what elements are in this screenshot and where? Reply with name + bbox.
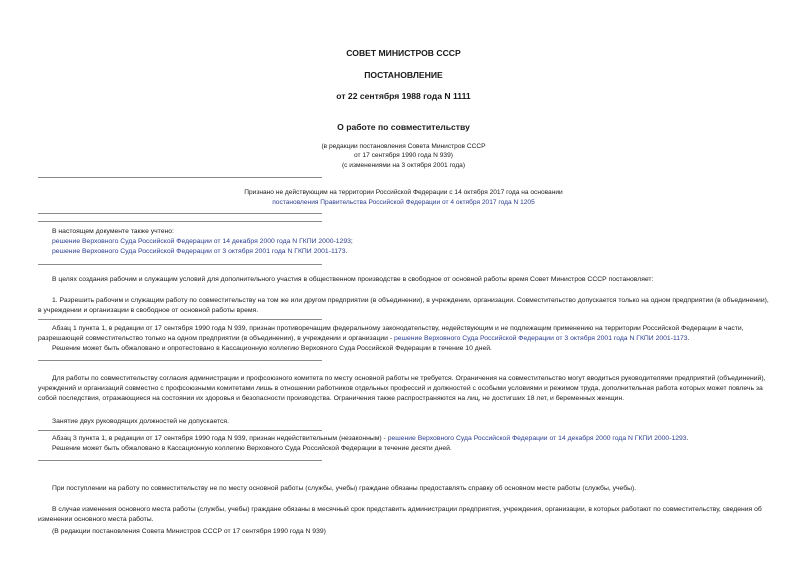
paragraph-5-edition: (В редакции постановления Совета Министров СССР от 17 сентября 1990 года N 939)	[52, 528, 326, 535]
status-link[interactable]: постановления Правительства Российской Федерации от 4 октября 2017 года N 1205	[272, 199, 535, 206]
note-1-link[interactable]: решение Верховного Суда Российской Федерации от 3 октября 2001 года N ГКПИ 2001-1173	[394, 335, 688, 343]
considered-link-2[interactable]: решение Верховного Суда Российской Федерации от 3 октября 2001 года N ГКПИ 2001-1173	[52, 248, 346, 256]
paragraph-4: При поступлении на работу по совместительству не по месту основной работы (службы, учебы) граждане обязаны предоставлять справку об основном месте работы (службы, учебы).	[52, 485, 637, 492]
divider	[38, 319, 322, 320]
note-1: Абзац 1 пункта 1, в редакции от 17 сентября 1990 года N 939, признан противоречащим федеральному законодательству, недействующим и не подлежащим применению на территории Российской Федерации в части, разрешающей совместительство только на одном предприятии (в объединении), в учреждении и организации - решение Верховного Суда Российской Федерации от 3 октября 2001 года N ГКПИ 2001-1173. Решение может быть обжаловано и опротестовано в Кассационную коллегию Верховного Суда Российской Федерации в течение 10 дней.	[38, 324, 773, 355]
edition-line-1: (в редакции постановления Совета Министров СССР	[321, 143, 486, 150]
note-2-appeal: Решение может быть обжаловано в Кассационную коллегию Верховного Суда Российской Федерации в течение десяти дней.	[52, 445, 452, 453]
note-2-link[interactable]: решение Верховного Суда Российской Федерации от 14 декабря 2000 года N ГКПИ 2000-1293	[387, 435, 687, 442]
edition-line-2: от 17 сентября 1990 года N 939)	[354, 152, 453, 159]
divider	[38, 360, 322, 361]
note-2: Абзац 3 пункта 1, в редакции от 17 сентября 1990 года N 939, признан недействительным (незаконным) - решение Верховного Суда Российской Федерации от 14 декабря 2000 года N ГКПИ 2000-1293. Решение может быть обжаловано в Кассационную коллегию Верховного Суда Российской Федерации в течение десяти дней.	[38, 434, 773, 454]
divider	[38, 460, 322, 461]
doc-type: ПОСТАНОВЛЕНИЕ	[364, 70, 443, 80]
divider	[38, 221, 322, 222]
org-name: СОВЕТ МИНИСТРОВ СССР	[346, 48, 461, 58]
divider	[38, 430, 322, 431]
considered-intro: В настоящем документе также учтено:	[52, 228, 174, 235]
paragraph-1: 1. Разрешить рабочим и служащим работу по совместительству на том же или другом предприятии (в объединении), в учреждении, организации. Совместительство допускается только на одном предприятии (в объединении), в учреждении и организации в свободное от основной работы время.	[38, 297, 769, 315]
divider	[38, 177, 322, 178]
preamble: В целях создания рабочим и служащим условий для дополнительного участия в общественном производстве в свободное от основной работы время Совет Министров СССР постановляет:	[52, 276, 654, 283]
status-text: Признано не действующим на территории Российской Федерации с 14 октября 2017 года на основании	[244, 189, 563, 196]
considered-block: В настоящем документе также учтено: решение Верховного Суда Российской Федерации от 14 декабря 2000 года N ГКПИ 2000-1293; решение Верховного Суда Российской Федерации от 3 октября 2001 года N ГКПИ 2001-1173.	[38, 227, 787, 258]
divider	[38, 264, 322, 265]
divider	[38, 213, 322, 214]
paragraph-5: В случае изменения основного места работы (службы, учебы) граждане обязаны в месячный срок представить администрации предприятия, учреждения, организации, в которых работают по совместительству, сведения об изменении основного места работы.	[38, 506, 762, 524]
paragraph-2: Для работы по совместительству согласия администрации и профсоюзного комитета по месту основной работы не требуется. Ограничения на совместительство могут вводиться руководителями предприятий (объединений), учреждений и организаций совместно с профсоюзными комитетами лишь в отношении работников отдельных профессий и должностей с особыми условиями и режимом труда, дополнительная работа которых может повлечь за собой последствия, отражающиеся на состоянии их здоровья и безопасности производства. Ограничения также распространяются на лиц, не достигших 18 лет, и беременных женщин.	[38, 375, 766, 403]
doc-title: О работе по совместительству	[337, 122, 470, 132]
note-1-appeal: Решение может быть обжаловано и опротестовано в Кассационную коллегию Верховного Суда Российской Федерации в течение 10 дней.	[52, 345, 492, 353]
edition-line-3: (с изменениями на 3 октября 2001 года)	[341, 162, 466, 169]
considered-link-1[interactable]: решение Верховного Суда Российской Федерации от 14 декабря 2000 года N ГКПИ 2000-1293	[52, 238, 351, 246]
doc-date-number: от 22 сентября 1988 года N 1111	[336, 91, 471, 101]
paragraph-3: Занятие двух руководящих должностей не допускается.	[52, 418, 230, 425]
